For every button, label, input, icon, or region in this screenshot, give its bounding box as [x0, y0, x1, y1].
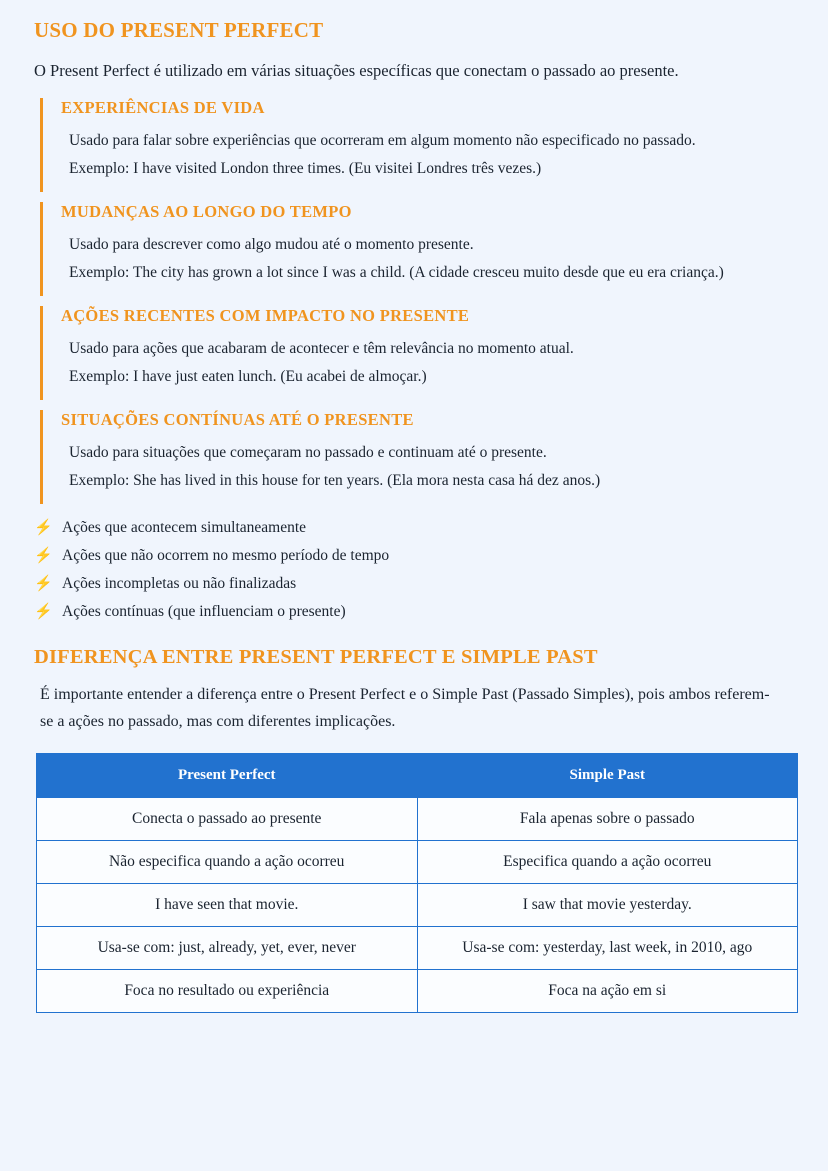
usage-card-example: Exemplo: I have visited London three times. (Eu visitei Londres três vezes.): [69, 160, 542, 177]
comparison-section-title: DIFERENÇA ENTRE PRESENT PERFECT E SIMPLE PAST: [34, 646, 598, 668]
list-item-label: Ações que acontecem simultaneamente: [62, 519, 307, 536]
usage-card-description: Usado para situações que começaram no passado e continuam até o presente.: [69, 444, 547, 461]
usage-card-list: [40, 98, 794, 504]
usage-card-example: Exemplo: She has lived in this house for ten years. (Ela mora nesta casa há dez anos.): [69, 472, 601, 489]
comparison-intro-paragraph: É importante entender a diferença entre o Present Perfect e o Simple Past (Passado Simples), pois ambos referem-se a ações no passado, mas com diferentes implicações.: [40, 686, 770, 730]
usage-card-description: Usado para ações que acabaram de acontecer e têm relevância no momento atual.: [69, 340, 574, 357]
usage-card-description: Usado para falar sobre experiências que ocorreram em algum momento não especificado no passado.: [69, 132, 696, 149]
usage-card-title: SITUAÇÕES CONTÍNUAS ATÉ O PRESENTE: [61, 410, 414, 429]
usage-card-title: EXPERIÊNCIAS DE VIDA: [61, 98, 265, 117]
table-cell: Foca no resultado ou experiência: [37, 970, 418, 1013]
table-row: [37, 927, 798, 970]
usage-card: [40, 98, 794, 192]
intro-paragraph: O Present Perfect é utilizado em várias situações específicas que conectam o passado ao presente.: [34, 61, 679, 80]
bolt-icon: ⚡: [34, 520, 53, 536]
list-item: [34, 514, 794, 542]
list-item-label: Ações que não ocorrem no mesmo período de tempo: [62, 547, 390, 564]
bolt-icon: ⚡: [34, 576, 53, 592]
list-item-label: Ações contínuas (que influenciam o presente): [62, 603, 346, 620]
bolt-icon: ⚡: [34, 604, 53, 620]
list-item: [34, 570, 794, 598]
table-cell: Especifica quando a ação ocorreu: [417, 841, 798, 884]
table-cell: Foca na ação em si: [417, 970, 798, 1013]
usage-card-title: AÇÕES RECENTES COM IMPACTO NO PRESENTE: [61, 306, 470, 325]
table-cell: Conecta o passado ao presente: [37, 798, 418, 841]
usage-card-example: Exemplo: I have just eaten lunch. (Eu acabei de almoçar.): [69, 368, 427, 385]
table-row: [37, 884, 798, 927]
table-row: [37, 970, 798, 1013]
table-cell: Usa-se com: yesterday, last week, in 2010, ago: [417, 927, 798, 970]
table-header-cell-simple-past: Simple Past: [417, 754, 798, 798]
comparison-table: [36, 753, 798, 1013]
usage-card-description: Usado para descrever como algo mudou até o momento presente.: [69, 236, 474, 253]
table-cell: Não especifica quando a ação ocorreu: [37, 841, 418, 884]
table-row: [37, 841, 798, 884]
table-header-row: [37, 754, 798, 798]
table-cell: I have seen that movie.: [37, 884, 418, 927]
list-item: [34, 598, 794, 626]
list-item: [34, 542, 794, 570]
usage-card-title: MUDANÇAS AO LONGO DO TEMPO: [61, 202, 352, 221]
table-header-cell-present-perfect: Present Perfect: [37, 754, 418, 798]
list-item-label: Ações incompletas ou não finalizadas: [62, 575, 297, 592]
usage-card: [40, 202, 794, 296]
usage-card-example: Exemplo: The city has grown a lot since I was a child. (A cidade cresceu muito desde que eu era criança.): [69, 264, 724, 281]
table-body: [37, 798, 798, 1013]
usage-card: [40, 410, 794, 504]
page-title: USO DO PRESENT PERFECT: [34, 18, 324, 42]
table-cell: Fala apenas sobre o passado: [417, 798, 798, 841]
bolt-icon: ⚡: [34, 548, 53, 564]
table-cell: Usa-se com: just, already, yet, ever, never: [37, 927, 418, 970]
bullet-list: [34, 514, 794, 626]
usage-card: [40, 306, 794, 400]
table-cell: I saw that movie yesterday.: [417, 884, 798, 927]
table-row: [37, 798, 798, 841]
table-header: [37, 754, 798, 798]
